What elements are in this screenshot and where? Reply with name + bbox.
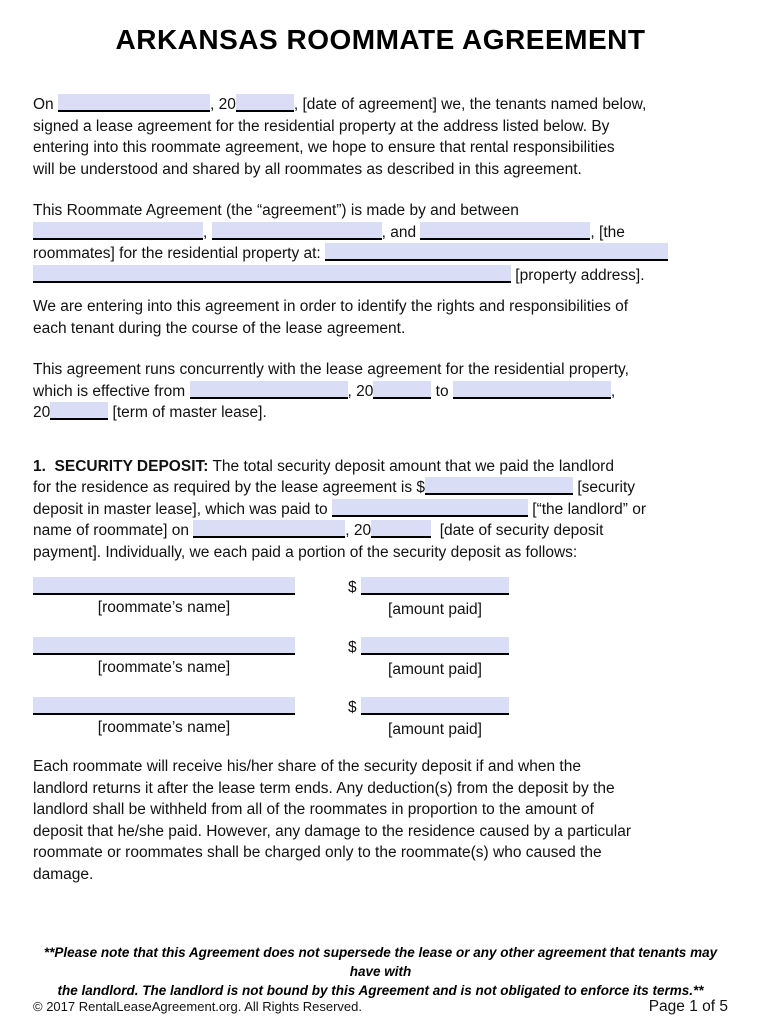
text-line: [33, 499, 728, 521]
form-field-blank[interactable]: [420, 222, 590, 240]
text-segment: 1. SECURITY DEPOSIT:: [33, 457, 209, 475]
form-field-blank[interactable]: [190, 381, 348, 399]
text-line: [33, 542, 728, 564]
text-segment: roommate or roommates shall be charged only to the roommate(s) who caused the: [33, 844, 602, 861]
form-field-blank[interactable]: [212, 222, 382, 240]
form-field-blank[interactable]: [236, 94, 294, 112]
text-segment: ,: [610, 382, 616, 400]
text-line: [33, 778, 728, 800]
text-segment: , [date of agreement] we, the tenants named below,: [293, 96, 647, 113]
text-segment: [property address].: [511, 266, 645, 284]
form-field-blank[interactable]: [33, 265, 511, 283]
text-segment: to: [431, 382, 453, 400]
form-field-blank[interactable]: [425, 477, 573, 495]
form-field-blank[interactable]: [325, 243, 668, 261]
text-line: [33, 477, 728, 499]
text-line: [33, 864, 728, 886]
form-field-blank[interactable]: [193, 520, 345, 538]
page-footer: [33, 998, 728, 1016]
deposit-row: [33, 697, 728, 740]
deposit-row: [33, 577, 728, 620]
text-segment: payment]. Individually, we each paid a portion of the security deposit as follows:: [33, 543, 578, 561]
text-line: [33, 222, 728, 244]
text-segment: name of roommate] on: [33, 522, 194, 539]
text-line: [33, 159, 728, 181]
text-line: [33, 756, 728, 778]
text-line: [33, 200, 728, 222]
form-field-blank[interactable]: [58, 94, 210, 112]
roommate-name-label: [roommate’s name]: [97, 659, 231, 676]
text-segment: , [the: [590, 223, 625, 241]
text-segment: 20: [33, 404, 51, 421]
text-segment: This agreement runs concurrently with the lease agreement for the residential property,: [33, 361, 629, 378]
text-line: [33, 381, 728, 403]
roommate-name-label: [roommate’s name]: [97, 599, 231, 616]
text-segment: Each roommate will receive his/her share of the security deposit if and when the: [33, 758, 581, 775]
text-segment: entering into this roommate agreement, we hope to ensure that rental responsibilities: [33, 139, 615, 156]
paragraph-purpose: [33, 296, 728, 339]
text-segment: On: [33, 96, 58, 113]
amount-paid-label: [amount paid]: [388, 600, 482, 618]
document-title: ARKANSAS ROOMMATE AGREEMENT: [115, 24, 646, 55]
amount-paid-field[interactable]: [361, 577, 509, 595]
paragraph-term: [33, 359, 728, 424]
text-segment: will be understood and shared by all roommates as described in this agreement.: [33, 160, 582, 178]
text-segment: signed a lease agreement for the residential property at the address listed below. By: [33, 117, 610, 135]
roommate-name-field[interactable]: [33, 697, 295, 715]
text-segment: each tenant during the course of the lease agreement.: [33, 319, 406, 337]
copyright-text: © 2017 RentalLeaseAgreement.org. All Rights Reserved.: [33, 999, 362, 1014]
text-segment: ,: [203, 223, 212, 241]
form-field-blank[interactable]: [332, 499, 528, 517]
disclaimer-line: **Please note that this Agreement does not supersede the lease or any other agreement that tenants may have with: [43, 945, 718, 979]
roommate-name-field[interactable]: [33, 637, 295, 655]
text-line: [33, 799, 728, 821]
text-segment: , 20: [209, 96, 236, 113]
roommate-name-field[interactable]: [33, 577, 295, 595]
text-line: [33, 456, 728, 478]
disclaimer-line: the landlord. The landlord is not bound by this Agreement and is not obligated to enforce its terms.**: [57, 983, 704, 998]
text-segment: [“the landlord” or: [527, 500, 646, 518]
text-line: [33, 520, 728, 542]
text-segment: landlord returns it after the lease term ends. Any deduction(s) from the deposit by the: [33, 779, 615, 797]
text-line: [33, 318, 728, 340]
text-segment: deposit in master lease], which was paid to: [33, 500, 332, 518]
text-segment: We are entering into this agreement in order to identify the rights and responsibilities of: [33, 298, 629, 315]
text-line: [33, 359, 728, 381]
text-line: [33, 116, 728, 138]
text-line: [33, 821, 728, 843]
amount-paid-field[interactable]: [361, 697, 509, 715]
roommate-name-label: [roommate’s name]: [97, 719, 231, 736]
text-line: [33, 94, 728, 116]
form-field-blank[interactable]: [371, 520, 431, 538]
text-line: [33, 137, 728, 159]
text-segment: which is effective from: [33, 382, 190, 400]
form-field-blank[interactable]: [50, 402, 108, 420]
dollar-sign: $: [348, 579, 361, 596]
amount-paid-label: [amount paid]: [388, 720, 482, 738]
text-segment: [term of master lease].: [108, 404, 267, 421]
form-field-blank[interactable]: [453, 381, 611, 399]
deposit-row: [33, 637, 728, 680]
text-line: [33, 296, 728, 318]
dollar-sign: $: [348, 639, 361, 656]
disclaimer-note: [33, 943, 728, 1000]
amount-paid-field[interactable]: [361, 637, 509, 655]
text-segment: , 20: [345, 522, 372, 539]
text-segment: landlord shall be withheld from all of the roommates in proportion to the amount of: [33, 801, 594, 818]
amount-paid-label: [amount paid]: [388, 660, 482, 678]
text-segment: for the residence as required by the lease agreement is $: [33, 479, 426, 496]
text-line: [33, 243, 728, 265]
text-segment: , 20: [347, 382, 374, 400]
paragraph-parties: [33, 200, 728, 286]
deposit-rows: [33, 577, 728, 740]
text-segment: [security: [573, 479, 636, 496]
text-line: [33, 842, 728, 864]
text-line: [33, 265, 728, 287]
form-field-blank[interactable]: [33, 222, 203, 240]
page-number: Page 1 of 5: [648, 998, 728, 1015]
text-line: [33, 402, 728, 424]
text-segment: This Roommate Agreement (the “agreement”) is made by and between: [33, 202, 519, 219]
dollar-sign: $: [348, 699, 361, 716]
text-segment: The total security deposit amount that we paid the landlord: [208, 457, 614, 475]
text-segment: damage.: [33, 865, 94, 883]
text-segment: [date of security deposit: [431, 522, 604, 539]
paragraph-refund: [33, 756, 728, 885]
paragraph-opening: [33, 94, 728, 180]
text-segment: , and: [381, 223, 421, 241]
text-segment: deposit that he/she paid. However, any damage to the residence caused by a particular: [33, 822, 631, 840]
form-field-blank[interactable]: [373, 381, 431, 399]
section-security-deposit: [33, 456, 728, 564]
text-segment: roommates] for the residential property at:: [33, 245, 326, 262]
